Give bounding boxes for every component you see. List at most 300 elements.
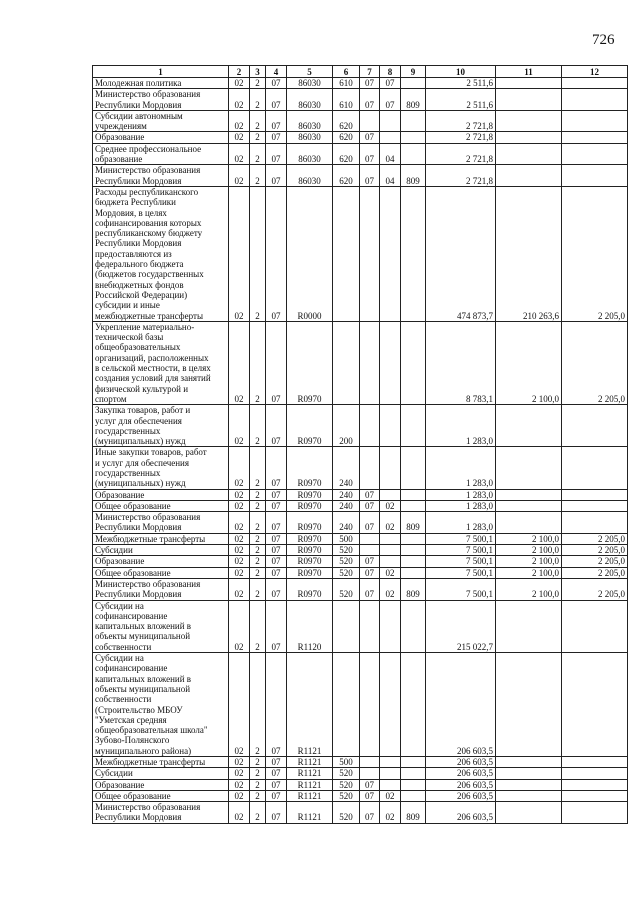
amount-2-cell: 210 263,6 <box>496 186 562 321</box>
row-name-cell: Иные закупки товаров, работ и услуг для обеспечения государственных (муниципальных) нужд <box>93 447 229 489</box>
row-name-cell: Расходы республиканского бюджета Республики Мордовия, в целях софинансирования которых республиканскому бюджету Республики Мордовия предоставляются из федерального бюджета (бюджетов государственных внебюджетных фондов Российской Федерации) субсидии и иные межбюджетные трансферты <box>93 186 229 321</box>
header-cell: 2 <box>229 66 250 78</box>
table-row <box>93 533 628 544</box>
program-code-cell: 07 <box>266 533 287 544</box>
subsection-code-cell: 2 <box>250 512 266 534</box>
subsection-code-cell: 2 <box>250 790 266 801</box>
table-row <box>93 132 628 143</box>
target-article-cell: R1120 <box>287 600 333 652</box>
target-article-cell: R0970 <box>287 545 333 556</box>
amount-3-cell: 2 205,0 <box>562 567 628 578</box>
row-name-cell: Субсидии <box>93 768 229 779</box>
expense-type-cell <box>333 186 360 321</box>
header-cell: 11 <box>496 66 562 78</box>
subdivision-cell <box>380 110 401 132</box>
amount-3-cell: 2 205,0 <box>562 556 628 567</box>
expense-type-cell: 620 <box>333 165 360 187</box>
program-code-cell: 07 <box>266 132 287 143</box>
ministry-code-cell <box>401 489 426 500</box>
expense-type-cell: 240 <box>333 447 360 489</box>
division-cell: 07 <box>360 779 380 790</box>
program-code-cell: 07 <box>266 512 287 534</box>
amount-3-cell <box>562 165 628 187</box>
subdivision-cell <box>380 132 401 143</box>
section-code-cell: 02 <box>229 600 250 652</box>
amount-2-cell <box>496 110 562 132</box>
expense-type-cell: 520 <box>333 790 360 801</box>
row-name-cell: Закупка товаров, работ и услуг для обеспечения государственных (муниципальных) нужд <box>93 405 229 447</box>
target-article-cell: 86030 <box>287 143 333 165</box>
amount-3-cell <box>562 447 628 489</box>
target-article-cell: 86030 <box>287 132 333 143</box>
amount-3-cell <box>562 802 628 824</box>
section-code-cell: 02 <box>229 768 250 779</box>
division-cell <box>360 768 380 779</box>
amount-3-cell <box>562 110 628 132</box>
header-cell: 7 <box>360 66 380 78</box>
amount-2-cell <box>496 802 562 824</box>
subsection-code-cell: 2 <box>250 143 266 165</box>
row-name-cell: Образование <box>93 489 229 500</box>
expense-type-cell: 200 <box>333 405 360 447</box>
section-code-cell: 02 <box>229 447 250 489</box>
amount-cell: 2 721,8 <box>426 165 496 187</box>
division-cell: 07 <box>360 567 380 578</box>
amount-cell: 1 283,0 <box>426 405 496 447</box>
program-code-cell: 07 <box>266 78 287 89</box>
amount-3-cell: 2 205,0 <box>562 533 628 544</box>
program-code-cell: 07 <box>266 89 287 111</box>
amount-3-cell <box>562 89 628 111</box>
header-cell: 10 <box>426 66 496 78</box>
target-article-cell: 86030 <box>287 78 333 89</box>
table-row <box>93 768 628 779</box>
expense-type-cell <box>333 600 360 652</box>
expense-type-cell: 500 <box>333 757 360 768</box>
amount-cell: 206 603,5 <box>426 790 496 801</box>
row-name-cell: Министерство образования Республики Мордовия <box>93 578 229 600</box>
subsection-code-cell: 2 <box>250 132 266 143</box>
division-cell <box>360 533 380 544</box>
target-article-cell: R1121 <box>287 790 333 801</box>
table-row <box>93 405 628 447</box>
expense-type-cell: 240 <box>333 489 360 500</box>
expense-type-cell: 620 <box>333 143 360 165</box>
header-cell: 6 <box>333 66 360 78</box>
target-article-cell: R1121 <box>287 802 333 824</box>
ministry-code-cell <box>401 500 426 511</box>
amount-3-cell <box>562 768 628 779</box>
subsection-code-cell: 2 <box>250 653 266 757</box>
subsection-code-cell: 2 <box>250 447 266 489</box>
expense-type-cell: 610 <box>333 78 360 89</box>
subsection-code-cell: 2 <box>250 89 266 111</box>
target-article-cell: R1121 <box>287 768 333 779</box>
division-cell <box>360 186 380 321</box>
table-row <box>93 600 628 652</box>
division-cell: 07 <box>360 132 380 143</box>
row-name-cell: Министерство образования Республики Мордовия <box>93 89 229 111</box>
header-cell: 1 <box>93 66 229 78</box>
subdivision-cell: 02 <box>380 790 401 801</box>
section-code-cell: 02 <box>229 512 250 534</box>
subsection-code-cell: 2 <box>250 186 266 321</box>
ministry-code-cell <box>401 567 426 578</box>
division-cell: 07 <box>360 802 380 824</box>
division-cell <box>360 757 380 768</box>
expense-type-cell: 520 <box>333 556 360 567</box>
page-number: 726 <box>592 32 615 48</box>
amount-2-cell: 2 100,0 <box>496 533 562 544</box>
section-code-cell: 02 <box>229 321 250 404</box>
ministry-code-cell: 809 <box>401 89 426 111</box>
expense-type-cell: 620 <box>333 132 360 143</box>
amount-3-cell: 2 205,0 <box>562 186 628 321</box>
division-cell <box>360 447 380 489</box>
division-cell: 07 <box>360 89 380 111</box>
amount-2-cell <box>496 500 562 511</box>
row-name-cell: Субсидии на софинансирование капитальных вложений в объекты муниципальной собственности (Строительство МБОУ "Уметская средняя общеобразовательная школа" Зубово-Полянского муниципального района) <box>93 653 229 757</box>
header-cell: 9 <box>401 66 426 78</box>
subdivision-cell: 02 <box>380 578 401 600</box>
amount-cell: 1 283,0 <box>426 447 496 489</box>
row-name-cell: Общее образование <box>93 790 229 801</box>
subsection-code-cell: 2 <box>250 533 266 544</box>
program-code-cell: 07 <box>266 790 287 801</box>
ministry-code-cell <box>401 186 426 321</box>
row-name-cell: Образование <box>93 779 229 790</box>
amount-2-cell <box>496 405 562 447</box>
subsection-code-cell: 2 <box>250 500 266 511</box>
subdivision-cell <box>380 405 401 447</box>
ministry-code-cell <box>401 545 426 556</box>
table-row <box>93 512 628 534</box>
subdivision-cell: 02 <box>380 512 401 534</box>
section-code-cell: 02 <box>229 186 250 321</box>
row-name-cell: Среднее профессиональное образование <box>93 143 229 165</box>
program-code-cell: 07 <box>266 556 287 567</box>
table-row <box>93 321 628 404</box>
subdivision-cell <box>380 186 401 321</box>
amount-2-cell <box>496 779 562 790</box>
section-code-cell: 02 <box>229 110 250 132</box>
target-article-cell: R0970 <box>287 533 333 544</box>
division-cell: 07 <box>360 489 380 500</box>
amount-3-cell <box>562 512 628 534</box>
program-code-cell: 07 <box>266 321 287 404</box>
ministry-code-cell <box>401 533 426 544</box>
subsection-code-cell: 2 <box>250 567 266 578</box>
subdivision-cell <box>380 556 401 567</box>
subdivision-cell <box>380 545 401 556</box>
division-cell: 07 <box>360 790 380 801</box>
target-article-cell: R0970 <box>287 578 333 600</box>
subsection-code-cell: 2 <box>250 545 266 556</box>
row-name-cell: Межбюджетные трансферты <box>93 757 229 768</box>
division-cell: 07 <box>360 512 380 534</box>
amount-2-cell: 2 100,0 <box>496 578 562 600</box>
target-article-cell: 86030 <box>287 165 333 187</box>
row-name-cell: Министерство образования Республики Мордовия <box>93 165 229 187</box>
section-code-cell: 02 <box>229 165 250 187</box>
amount-cell: 2 721,8 <box>426 132 496 143</box>
subsection-code-cell: 2 <box>250 556 266 567</box>
subdivision-cell: 02 <box>380 802 401 824</box>
table-row <box>93 500 628 511</box>
section-code-cell: 02 <box>229 132 250 143</box>
subdivision-cell: 07 <box>380 89 401 111</box>
amount-cell: 2 511,6 <box>426 78 496 89</box>
target-article-cell: 86030 <box>287 110 333 132</box>
ministry-code-cell <box>401 600 426 652</box>
subsection-code-cell: 2 <box>250 405 266 447</box>
amount-cell: 7 500,1 <box>426 533 496 544</box>
amount-3-cell <box>562 757 628 768</box>
table-row <box>93 489 628 500</box>
table-row <box>93 567 628 578</box>
division-cell <box>360 110 380 132</box>
table-row <box>93 802 628 824</box>
amount-2-cell <box>496 600 562 652</box>
ministry-code-cell <box>401 779 426 790</box>
ministry-code-cell <box>401 321 426 404</box>
amount-3-cell <box>562 600 628 652</box>
target-article-cell: R1121 <box>287 779 333 790</box>
target-article-cell: R0000 <box>287 186 333 321</box>
table-body <box>93 78 628 824</box>
table-row <box>93 757 628 768</box>
program-code-cell: 07 <box>266 768 287 779</box>
program-code-cell: 07 <box>266 653 287 757</box>
row-name-cell: Министерство образования Республики Мордовия <box>93 512 229 534</box>
table-row <box>93 165 628 187</box>
expense-type-cell: 520 <box>333 578 360 600</box>
amount-3-cell <box>562 779 628 790</box>
subsection-code-cell: 2 <box>250 78 266 89</box>
program-code-cell: 07 <box>266 186 287 321</box>
amount-3-cell <box>562 790 628 801</box>
subdivision-cell: 07 <box>380 78 401 89</box>
table-row <box>93 545 628 556</box>
target-article-cell: R0970 <box>287 556 333 567</box>
section-code-cell: 02 <box>229 757 250 768</box>
table-row <box>93 556 628 567</box>
subsection-code-cell: 2 <box>250 768 266 779</box>
amount-cell: 7 500,1 <box>426 578 496 600</box>
amount-2-cell <box>496 78 562 89</box>
ministry-code-cell <box>401 405 426 447</box>
amount-2-cell: 2 100,0 <box>496 321 562 404</box>
amount-cell: 7 500,1 <box>426 556 496 567</box>
subsection-code-cell: 2 <box>250 321 266 404</box>
program-code-cell: 07 <box>266 489 287 500</box>
program-code-cell: 07 <box>266 143 287 165</box>
amount-cell: 215 022,7 <box>426 600 496 652</box>
division-cell: 07 <box>360 165 380 187</box>
subsection-code-cell: 2 <box>250 110 266 132</box>
amount-cell: 206 603,5 <box>426 779 496 790</box>
division-cell: 07 <box>360 500 380 511</box>
section-code-cell: 02 <box>229 500 250 511</box>
ministry-code-cell <box>401 653 426 757</box>
ministry-code-cell <box>401 143 426 165</box>
ministry-code-cell: 809 <box>401 578 426 600</box>
ministry-code-cell <box>401 110 426 132</box>
program-code-cell: 07 <box>266 567 287 578</box>
expense-type-cell: 520 <box>333 768 360 779</box>
header-cell: 12 <box>562 66 628 78</box>
row-name-cell: Молодежная политика <box>93 78 229 89</box>
section-code-cell: 02 <box>229 779 250 790</box>
section-code-cell: 02 <box>229 89 250 111</box>
target-article-cell: R0970 <box>287 489 333 500</box>
amount-cell: 2 721,8 <box>426 110 496 132</box>
section-code-cell: 02 <box>229 545 250 556</box>
program-code-cell: 07 <box>266 447 287 489</box>
section-code-cell: 02 <box>229 578 250 600</box>
target-article-cell: R1121 <box>287 653 333 757</box>
division-cell <box>360 600 380 652</box>
expense-type-cell: 240 <box>333 500 360 511</box>
amount-2-cell: 2 100,0 <box>496 556 562 567</box>
table-row <box>93 143 628 165</box>
program-code-cell: 07 <box>266 802 287 824</box>
header-cell: 4 <box>266 66 287 78</box>
amount-cell: 206 603,5 <box>426 653 496 757</box>
program-code-cell: 07 <box>266 500 287 511</box>
program-code-cell: 07 <box>266 578 287 600</box>
row-name-cell: Межбюджетные трансферты <box>93 533 229 544</box>
table-row <box>93 89 628 111</box>
expense-type-cell: 500 <box>333 533 360 544</box>
section-code-cell: 02 <box>229 802 250 824</box>
section-code-cell: 02 <box>229 556 250 567</box>
subdivision-cell <box>380 447 401 489</box>
target-article-cell: R0970 <box>287 321 333 404</box>
subdivision-cell <box>380 757 401 768</box>
program-code-cell: 07 <box>266 165 287 187</box>
header-cell: 3 <box>250 66 266 78</box>
target-article-cell: R0970 <box>287 447 333 489</box>
ministry-code-cell <box>401 556 426 567</box>
section-code-cell: 02 <box>229 790 250 801</box>
ministry-code-cell: 809 <box>401 512 426 534</box>
row-name-cell: Образование <box>93 132 229 143</box>
subdivision-cell <box>380 779 401 790</box>
division-cell <box>360 405 380 447</box>
subdivision-cell <box>380 653 401 757</box>
row-name-cell: Общее образование <box>93 567 229 578</box>
amount-cell: 206 603,5 <box>426 757 496 768</box>
division-cell <box>360 321 380 404</box>
section-code-cell: 02 <box>229 653 250 757</box>
row-name-cell: Министерство образования Республики Мордовия <box>93 802 229 824</box>
subsection-code-cell: 2 <box>250 578 266 600</box>
section-code-cell: 02 <box>229 143 250 165</box>
amount-3-cell <box>562 489 628 500</box>
row-name-cell: Субсидии <box>93 545 229 556</box>
section-code-cell: 02 <box>229 533 250 544</box>
amount-2-cell <box>496 447 562 489</box>
subdivision-cell: 02 <box>380 500 401 511</box>
amount-3-cell <box>562 500 628 511</box>
ministry-code-cell: 809 <box>401 165 426 187</box>
ministry-code-cell <box>401 768 426 779</box>
amount-3-cell: 2 205,0 <box>562 578 628 600</box>
expense-type-cell: 610 <box>333 89 360 111</box>
target-article-cell: 86030 <box>287 89 333 111</box>
amount-cell: 474 873,7 <box>426 186 496 321</box>
table-row <box>93 447 628 489</box>
header-row <box>93 66 628 78</box>
amount-cell: 2 511,6 <box>426 89 496 111</box>
amount-2-cell <box>496 143 562 165</box>
amount-2-cell <box>496 768 562 779</box>
row-name-cell: Укрепление материально- технической базы общеобразовательных организаций, расположенных в сельской местности, в целях создания условий для занятий физической культурой и спортом <box>93 321 229 404</box>
division-cell: 07 <box>360 143 380 165</box>
header-cell: 5 <box>287 66 333 78</box>
amount-2-cell: 2 100,0 <box>496 567 562 578</box>
table-row <box>93 78 628 89</box>
program-code-cell: 07 <box>266 757 287 768</box>
expense-type-cell: 620 <box>333 110 360 132</box>
target-article-cell: R0970 <box>287 500 333 511</box>
target-article-cell: R0970 <box>287 567 333 578</box>
ministry-code-cell <box>401 132 426 143</box>
amount-2-cell <box>496 653 562 757</box>
expense-type-cell <box>333 321 360 404</box>
division-cell <box>360 545 380 556</box>
amount-2-cell <box>496 165 562 187</box>
amount-cell: 8 783,1 <box>426 321 496 404</box>
division-cell: 07 <box>360 78 380 89</box>
table-row <box>93 578 628 600</box>
amount-2-cell: 2 100,0 <box>496 545 562 556</box>
table-row <box>93 653 628 757</box>
subdivision-cell <box>380 489 401 500</box>
amount-2-cell <box>496 757 562 768</box>
table-row <box>93 790 628 801</box>
expense-type-cell: 520 <box>333 545 360 556</box>
subsection-code-cell: 2 <box>250 489 266 500</box>
section-code-cell: 02 <box>229 405 250 447</box>
expense-type-cell: 520 <box>333 802 360 824</box>
table-row <box>93 186 628 321</box>
amount-cell: 7 500,1 <box>426 545 496 556</box>
expense-type-cell: 240 <box>333 512 360 534</box>
target-article-cell: R0970 <box>287 405 333 447</box>
subdivision-cell: 04 <box>380 143 401 165</box>
subsection-code-cell: 2 <box>250 165 266 187</box>
section-code-cell: 02 <box>229 489 250 500</box>
amount-cell: 206 603,5 <box>426 768 496 779</box>
amount-3-cell: 2 205,0 <box>562 545 628 556</box>
amount-3-cell <box>562 132 628 143</box>
amount-3-cell: 2 205,0 <box>562 321 628 404</box>
amount-2-cell <box>496 790 562 801</box>
table-row <box>93 110 628 132</box>
amount-cell: 1 283,0 <box>426 512 496 534</box>
header-cell: 8 <box>380 66 401 78</box>
row-name-cell: Образование <box>93 556 229 567</box>
amount-3-cell <box>562 653 628 757</box>
amount-cell: 206 603,5 <box>426 802 496 824</box>
subdivision-cell <box>380 768 401 779</box>
division-cell <box>360 653 380 757</box>
program-code-cell: 07 <box>266 405 287 447</box>
subsection-code-cell: 2 <box>250 802 266 824</box>
amount-3-cell <box>562 78 628 89</box>
